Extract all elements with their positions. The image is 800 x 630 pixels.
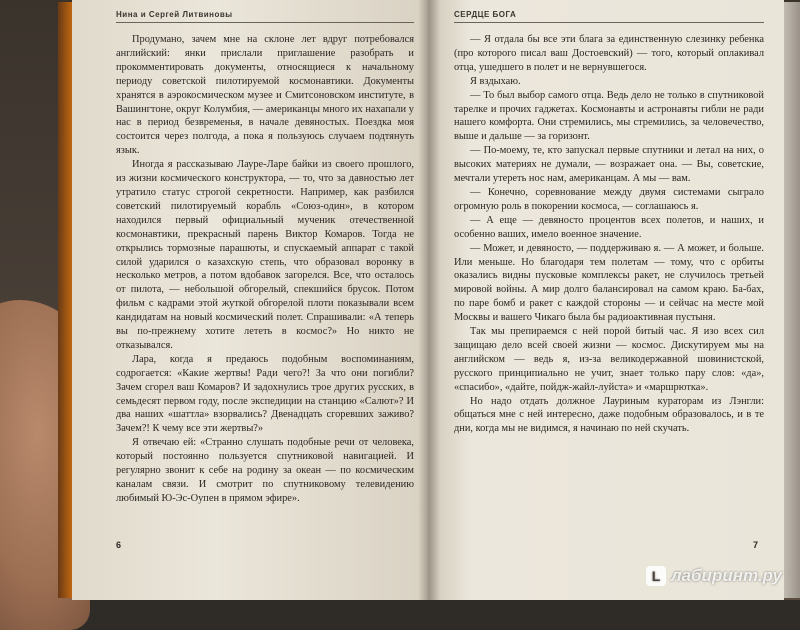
left-paragraph: Продумано, зачем мне на склоне лет вдруг потребовался английский: янки прислали приглашение разобрать и прокомментировать документы, относящиеся к начальному периоду советской пилотируемой космонавтики. Документы хранятся в аэрокосмическом музее и Смитсоновском институте, в Вашингтоне, округ Колумбия, — американцы много их нахапали у нас в период безвременья, в начале девяностых. Поездка моя состоится через полгода, а пока я пользуюсь случаем подтянуть язык. [116, 34, 414, 157]
left-paragraph: Я отвечаю ей: «Странно слушать подобные речи от человека, который постоянно пользуется спутниковой навигацией. И регулярно звонит к себе на родину за океан — по космическим каналам связи. И смотрит по спутниковому телевидению любимый Ю-Эс-Оупен в прямом эфире». [116, 437, 414, 504]
left-page [72, 0, 428, 600]
left-running-head: Нина и Сергей Литвиновы [116, 10, 414, 23]
right-paragraph: Я вздыхаю. [470, 75, 521, 87]
watermark [646, 566, 782, 586]
right-page [428, 0, 784, 600]
right-page-number: 7 [752, 540, 758, 550]
right-paragraph: — По-моему, те, кто запускал первые спутники и летал на них, о высоких материях не думали, — возражает она. — Вы, советские, мечтали утереть нос нам, американцам. А мы — вам. [454, 145, 764, 185]
right-paragraph: — Конечно, соревнование между двумя системами сыграло огромную роль в покорении космоса, — соглашаюсь я. [454, 186, 764, 212]
right-running-head: СЕРДЦЕ БОГА [454, 10, 764, 23]
book-gutter-shadow [418, 0, 440, 600]
right-paragraph: — Может, и девяносто, — поддерживаю я. — А может, и больше. Или меньше. Но благодаря тем полетам — тому, что с орбиты оказались видны пусковые комплексы ракет, не случилось третьей мировой войны. А мир долго балансировал на самом краю. Ба-бах, по паре бомб и ракет с каждой стороны — и сейчас на месте мой Москвы и вашего Чикаго была бы радиоактивная пустыня. [454, 242, 764, 324]
left-page-number: 6 [116, 540, 122, 550]
right-paragraph: — Я отдала бы все эти блага за единственную слезинку ребенка (про которого писал ваш Достоевский) — того, который оплакивал отца, ушедшего в полет и не вернувшегося. [454, 34, 764, 73]
right-paragraph: — А еще — девяносто процентов всех полетов, и наших, и особенно ваших, имело военное значение. [454, 214, 764, 240]
right-paragraph: — То был выбор самого отца. Ведь дело не только в спутниковой тарелке и прочих гаджетах. Космонавты и астронавты гибли не ради нашего комфорта. Они стремились, мы стремились, за человечество, выше и дальше — за горизонт. [454, 89, 764, 143]
right-paragraph: Но надо отдать должное Лауриным кураторам из Лэнгли: общаться мне с ней интересно, даже подобным образовалось, и в те дни, когда мы не видимся, я начинаю по ней скучать. [454, 395, 764, 435]
left-paragraph: Иногда я рассказываю Лауре-Ларе байки из своего прошлого, из жизни космического конструктора, — то, что за давностью лет утратило статус строгой секретности. Например, как разбился советский пилотируемый корабль «Союз-один», в котором находился первый официальный мученик отечественной космонавтики, прекрасный парень Виктор Комаров. Тогда не открылись тормозные парашюты, и спускаемый аппарат с такой силой ударился о казахскую степь, что образовал воронку в несколько метров, а потом вдобавок загорелся. Все, что осталось от пилота, — небольшой обгорелый, спекшийся брусок. Потом фильм с кадрами этой жуткой обгорелой плоти показывали всем кандидатам на новый космический полет. Спрашивали: «А теперь вы по-прежнему хотите лететь в космос?» Но никто не отказывался. [116, 159, 414, 351]
watermark-text: лабиринт.ру [671, 566, 782, 585]
left-paragraph: Лара, когда я предаюсь подобным воспоминаниям, содрогается: «Какие жертвы! Ради чего?! За что они погибли? Зачем сгорел ваш Комаров? И задохнулись трое других русских, в семьдесят первом году, после экспедиции на станцию «Салют»? И два наших «шаттла» взорвались? Двенадцать сгоревших заживо? Зачем?! К чему все эти жертвы?» [116, 353, 414, 435]
right-paragraph: Так мы препираемся с ней порой битый час. Я изо всех сил защищаю дело всей своей жизни — космос. Дискутируем мы на английском — ведь я, из-за великодержавной шовинистской, русского принципиально не учит, знает только пару слов: «да», «спасибо», «дайте, пойдж-жайл-луйста» и «маршрютка». [454, 326, 764, 393]
labirint-logo-icon: L [646, 566, 666, 586]
